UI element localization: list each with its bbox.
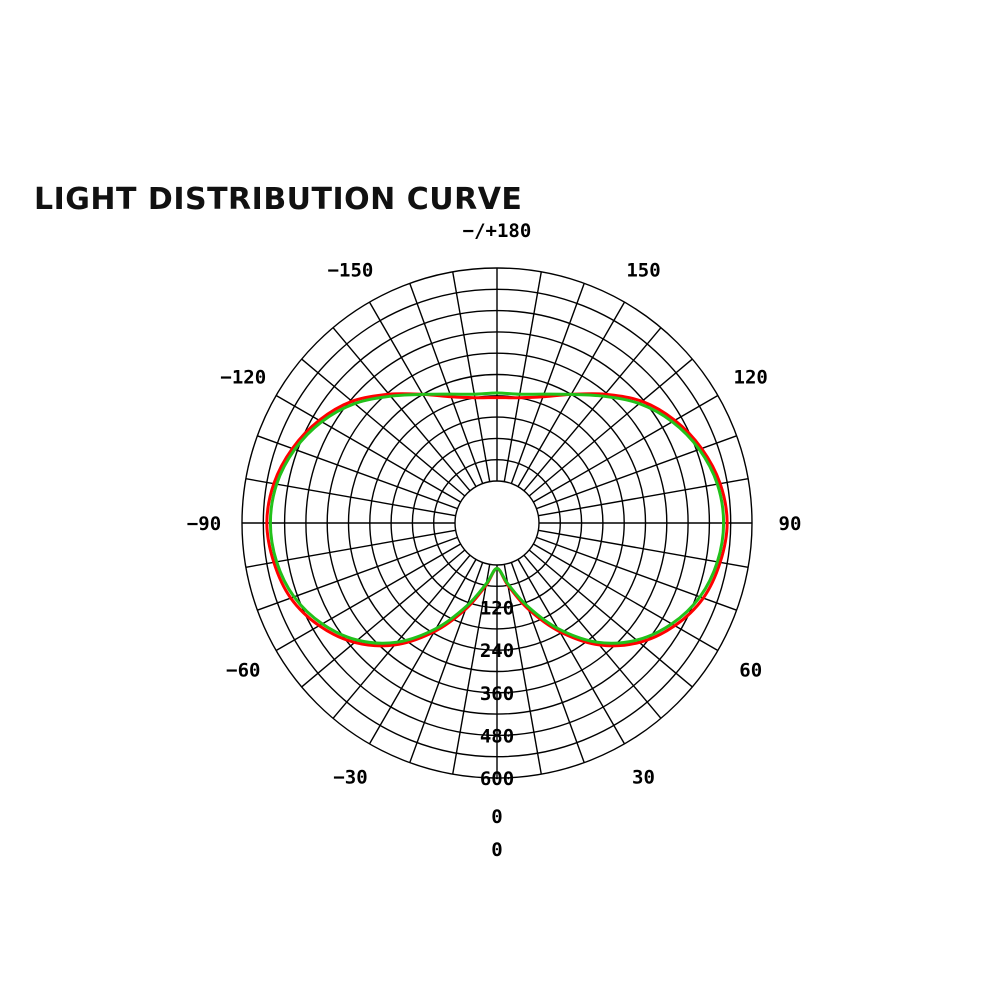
- angle-tick-label: 0: [491, 806, 503, 828]
- angle-tick-label: 120: [733, 366, 768, 389]
- radial-tick-label: 120: [479, 597, 515, 620]
- grid-circle: [455, 481, 539, 565]
- angle-tick-label: 30: [632, 766, 655, 789]
- grid-spoke: [524, 555, 661, 718]
- angle-tick-label: −/+180: [462, 220, 532, 242]
- page-title: LIGHT DISTRIBUTION CURVE: [34, 182, 523, 217]
- grid-spoke: [529, 550, 692, 687]
- angle-tick-label: −30: [333, 766, 368, 789]
- radial-tick-label: 480: [479, 725, 515, 748]
- grid-spoke: [524, 328, 661, 491]
- grid-spoke: [302, 550, 465, 687]
- angle-tick-label: 90: [778, 513, 802, 535]
- angle-tick-label: −60: [226, 659, 261, 682]
- radial-tick-label: 360: [479, 682, 515, 705]
- angle-tick-label: 60: [739, 659, 763, 682]
- radial-tick-label: 0: [491, 839, 503, 861]
- grid-spoke: [333, 328, 470, 491]
- grid-spoke: [529, 359, 692, 496]
- radial-tick-label: 600: [479, 768, 515, 790]
- grid-spoke: [302, 359, 465, 496]
- grid-spoke: [333, 555, 470, 718]
- angle-tick-label: −120: [220, 366, 267, 389]
- radial-tick-label: 240: [479, 640, 515, 663]
- angle-tick-label: −90: [186, 513, 222, 535]
- angle-tick-label: 150: [626, 259, 661, 282]
- angle-tick-label: −150: [327, 259, 374, 282]
